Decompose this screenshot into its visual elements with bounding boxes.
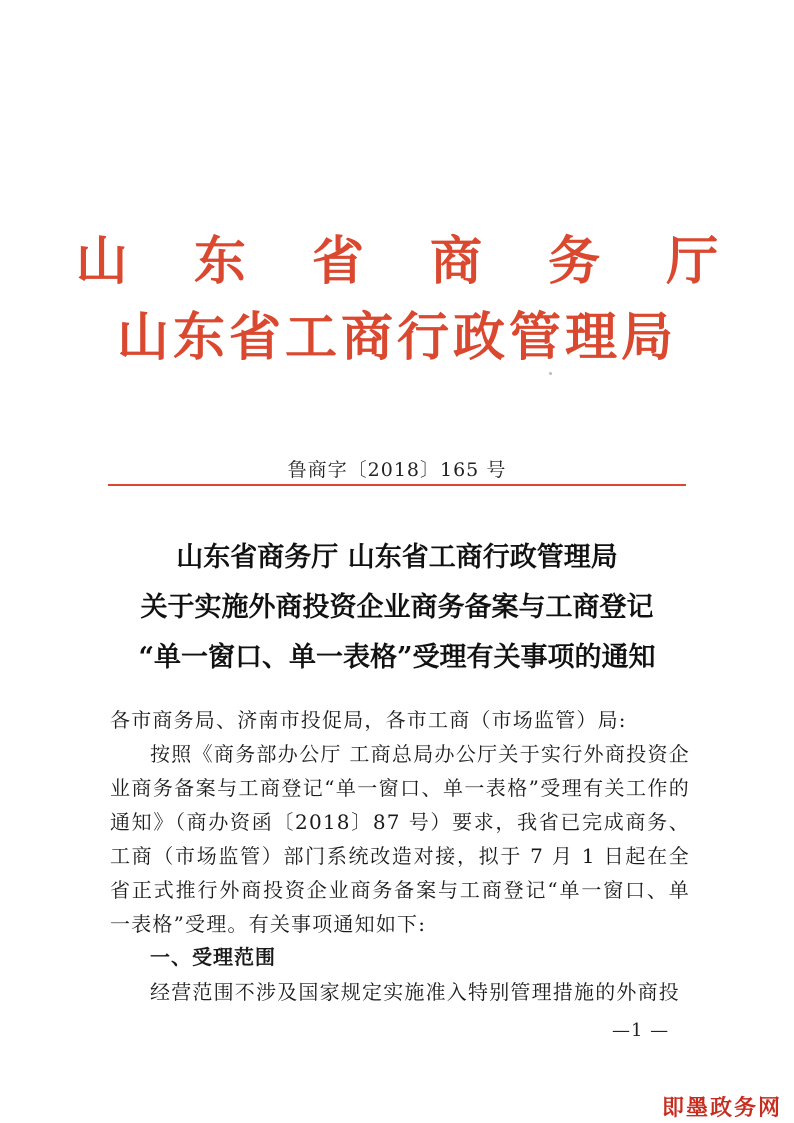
title-line-2: 关于实施外商投资企业商务备案与工商登记 (140, 592, 654, 623)
document-number: 鲁商字〔2018〕165 号 (287, 459, 507, 481)
site-watermark: 即墨政务网 (661, 1096, 782, 1121)
addressee: 各市商务局、济南市投促局，各市工商（市场监管）局: (110, 708, 627, 732)
title-line-1: 山东省商务厅 山东省工商行政管理局 (176, 542, 618, 573)
issuing-org-2: 山东省工商行政管理局 (116, 307, 677, 368)
issuing-org-1: 山 东 省 商 务 厅 (75, 231, 743, 292)
body-paragraph-1: 按照《商务部办公厅 工商总局办公厅关于实行外商投资企业商务备案与工商登记“单一窗口、单一表格”受理有关工作的通知》（商办资函〔2018〕87 号）要求，我省已完成商务、工商（市场监管）部门系统改造对接，拟于 7 月 1 日起在全省正式推行外商投资企业商务备案与工商登记“单一窗口、单一表格”受理。有关事项通知如下: (110, 742, 690, 936)
red-divider (108, 484, 686, 486)
title-line-3: “单一窗口、单一表格”受理有关事项的通知 (138, 642, 656, 673)
page-number: —1 — (612, 1020, 670, 1041)
section-heading-1: 一、受理范围 (150, 945, 276, 969)
scan-speck (549, 372, 552, 375)
body-paragraph-2: 经营范围不涉及国家规定实施准入特别管理措施的外商投 (150, 980, 680, 1004)
